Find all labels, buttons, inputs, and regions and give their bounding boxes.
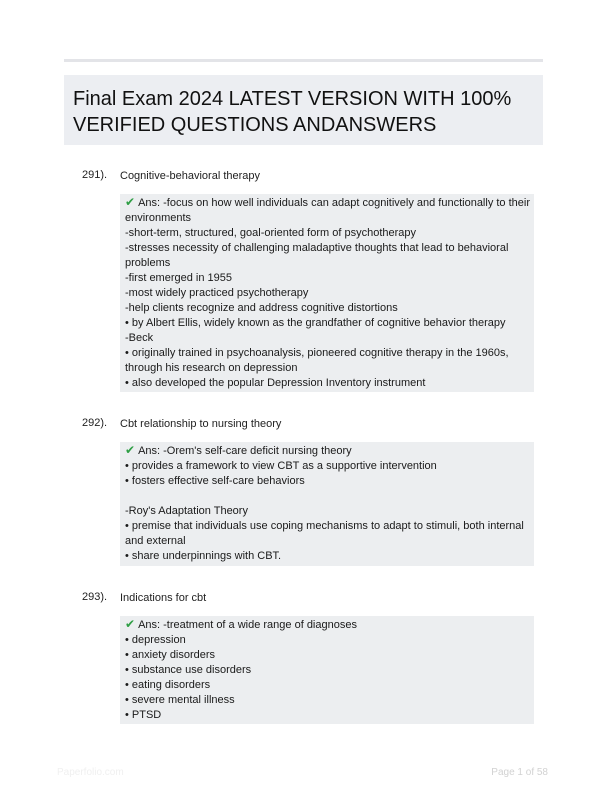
footer-watermark: Paperfolio.com (57, 767, 124, 778)
answer-line: • also developed the popular Depression Inventory instrument (125, 377, 426, 389)
document-title (73, 86, 533, 138)
page-number: Page 1 of 58 (491, 767, 548, 778)
answer-line: and external (125, 535, 186, 547)
answer-line: environments (125, 212, 192, 224)
answer-line: -help clients recognize and address cognitive distortions (125, 302, 398, 314)
answer-box (120, 194, 534, 392)
answer-line: problems (125, 257, 171, 269)
answer-line: ✔ Ans: -treatment of a wide range of diagnoses (125, 617, 357, 631)
check-icon: ✔ (125, 443, 136, 457)
answer-line: • originally trained in psychoanalysis, pioneered cognitive therapy in the 1960s, (125, 347, 509, 359)
check-icon: ✔ (125, 195, 136, 209)
answer-box (120, 442, 534, 566)
check-icon: ✔ (125, 617, 136, 631)
answer-line: • depression (125, 634, 186, 646)
answer-box (120, 616, 534, 724)
answer-line: • anxiety disorders (125, 649, 216, 661)
question-number: 291). (82, 169, 108, 181)
answer-line: -stresses necessity of challenging maladaptive thoughts that lead to behavioral (125, 242, 509, 254)
answer-line: • premise that individuals use coping mechanisms to adapt to stimuli, both internal (125, 520, 524, 532)
answer-line: • substance use disorders (125, 664, 252, 676)
title-line-1: Final Exam 2024 LATEST VERSION WITH 100% (73, 88, 512, 110)
answer-line: • share underpinnings with CBT. (125, 550, 282, 562)
answer-line: ✔ Ans: -focus on how well individuals can adapt cognitively and functionally to their (125, 195, 531, 209)
answer-line: • fosters effective self-care behaviors (125, 475, 305, 487)
question-number: 292). (82, 417, 108, 429)
question-text: Cognitive-behavioral therapy (120, 170, 261, 182)
answer-line: -Roy's Adaptation Theory (125, 505, 248, 517)
answer-line: • by Albert Ellis, widely known as the grandfather of cognitive behavior therapy (125, 317, 506, 329)
answer-line: -Beck (125, 332, 154, 344)
question-number: 293). (82, 591, 108, 603)
top-divider (64, 59, 543, 62)
answer-line: • provides a framework to view CBT as a supportive intervention (125, 460, 437, 472)
answer-line: ✔ Ans: -Orem's self-care deficit nursing theory (125, 443, 352, 457)
title-line-2: VERIFIED QUESTIONS ANDANSWERS (73, 114, 437, 136)
question-text: Cbt relationship to nursing theory (120, 418, 282, 430)
question-text: Indications for cbt (120, 592, 207, 604)
answer-line: -most widely practiced psychotherapy (125, 287, 309, 299)
answer-line: • eating disorders (125, 679, 211, 691)
answer-line: -first emerged in 1955 (125, 272, 232, 284)
answer-line: • PTSD (125, 709, 162, 721)
answer-line: through his research on depression (125, 362, 298, 374)
answer-line: • severe mental illness (125, 694, 235, 706)
answer-line-blank (120, 489, 534, 504)
answer-line: -short-term, structured, goal-oriented form of psychotherapy (125, 227, 417, 239)
